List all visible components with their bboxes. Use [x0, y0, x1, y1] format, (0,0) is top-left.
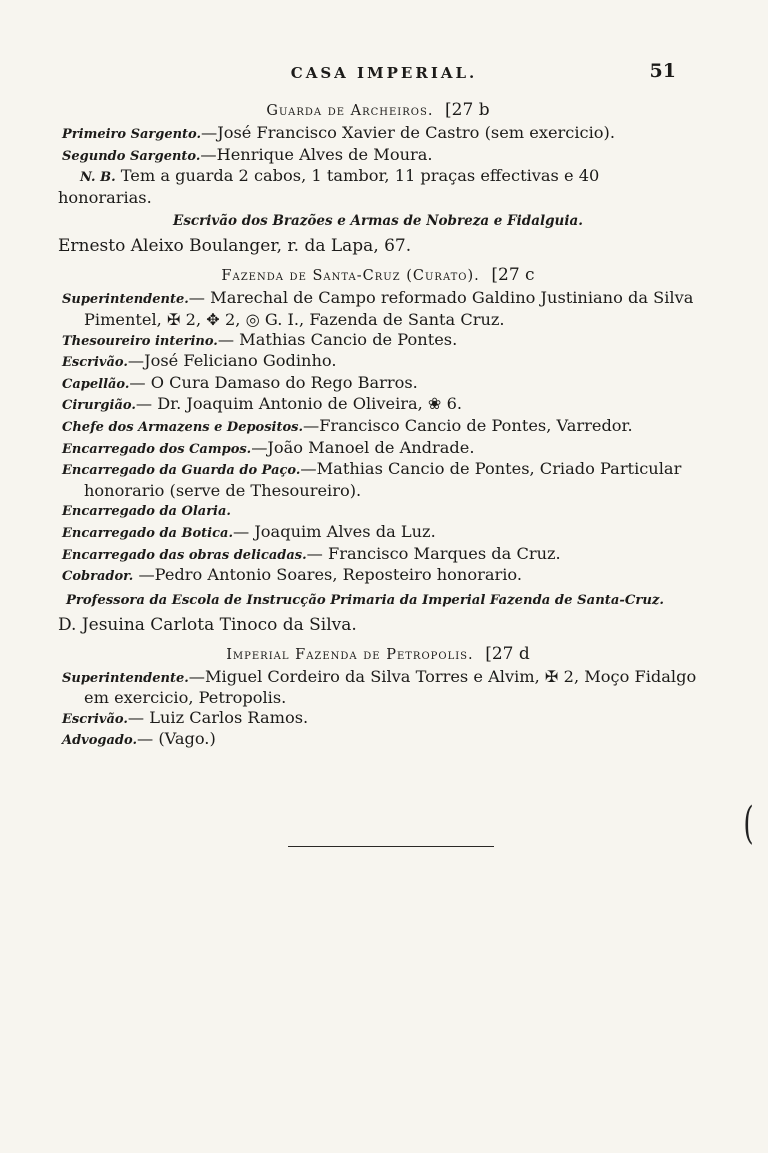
entry: Cobrador. —Pedro Antonio Soares, Reposteiro honorario.	[62, 565, 522, 585]
section-heading: Escrivão dos Brazões e Armas de Nobreza e Fidalguia.	[173, 213, 583, 230]
section-heading	[58, 263, 698, 288]
heading-text: Imperial Fazenda de Petropolis.	[226, 646, 474, 663]
running-head	[0, 60, 768, 88]
entry: Capellão.— O Cura Damaso do Rego Barros.	[62, 372, 418, 392]
divider-rule	[288, 846, 494, 847]
entry: Encarregado da Olaria.	[62, 504, 231, 520]
page-title: CASA IMPERIAL.	[290, 64, 478, 82]
reference-mark: [27 c	[491, 265, 535, 286]
reference-mark: [27 b	[445, 100, 490, 120]
entry: Encarregado das obras delicadas.— Francisco Marques da Cruz.	[62, 543, 561, 563]
entry: Superintendente.— Marechal de Campo reformado Galdino Justiniano da Silva Pimentel, ✠ 2, ✥ 2, ◎ G. I., Fazenda de Santa Cruz.	[62, 288, 694, 329]
page-content	[58, 98, 698, 751]
entry: Escrivão.— Luiz Carlos Ramos.	[62, 707, 309, 727]
heading-text: Guarda de Archeiros.	[266, 103, 434, 119]
margin-mark: (	[743, 798, 754, 849]
entry: Escrivão.—José Feliciano Godinho.	[62, 351, 337, 371]
entry-note: N. B. Tem a guarda 2 cabos, 1 tambor, 11 praças effectivas e 40 honorarias.	[58, 166, 600, 207]
entry: Segundo Sargento.—Henrique Alves de Moura.	[62, 144, 433, 164]
entry: Superintendente.—Miguel Cordeiro da Silva Torres e Alvim, ✠ 2, Moço Fidalgo em exercicio, Petropolis.	[62, 666, 697, 708]
entry: Encarregado da Botica.— Joaquim Alves da Luz.	[62, 521, 436, 541]
entry: Encarregado dos Campos.—João Manoel de Andrade.	[62, 437, 475, 457]
entry: Ernesto Aleixo Boulanger, r. da Lapa, 67.	[58, 236, 412, 257]
reference-mark: [27 d	[485, 643, 530, 664]
section-heading	[58, 642, 698, 667]
entry: Encarregado da Guarda do Paço.—Mathias Cancio de Pontes, Criado Particular honorario (serve de Thesoureiro).	[62, 459, 682, 500]
entry: Primeiro Sargento.—José Francisco Xavier de Castro (sem exercicio).	[62, 123, 615, 142]
entry: Thesoureiro interino.— Mathias Cancio de Pontes.	[62, 329, 458, 349]
entry: Chefe dos Armazens e Depositos.—Francisco Cancio de Pontes, Varredor.	[62, 415, 633, 435]
entry: D. Jesuina Carlota Tinoco da Silva.	[58, 614, 357, 635]
page-number: 51	[649, 60, 676, 82]
entry: Advogado.— (Vago.)	[62, 729, 216, 749]
heading-text: Fazenda de Santa-Cruz (Curato).	[221, 268, 480, 285]
section-heading: Professora da Escola de Instrucção Primaria da Imperial Fazenda de Santa-Cruz.	[66, 592, 665, 608]
section-heading	[58, 98, 698, 123]
entry: Cirurgião.— Dr. Joaquim Antonio de Oliveira, ❀ 6.	[62, 394, 463, 414]
